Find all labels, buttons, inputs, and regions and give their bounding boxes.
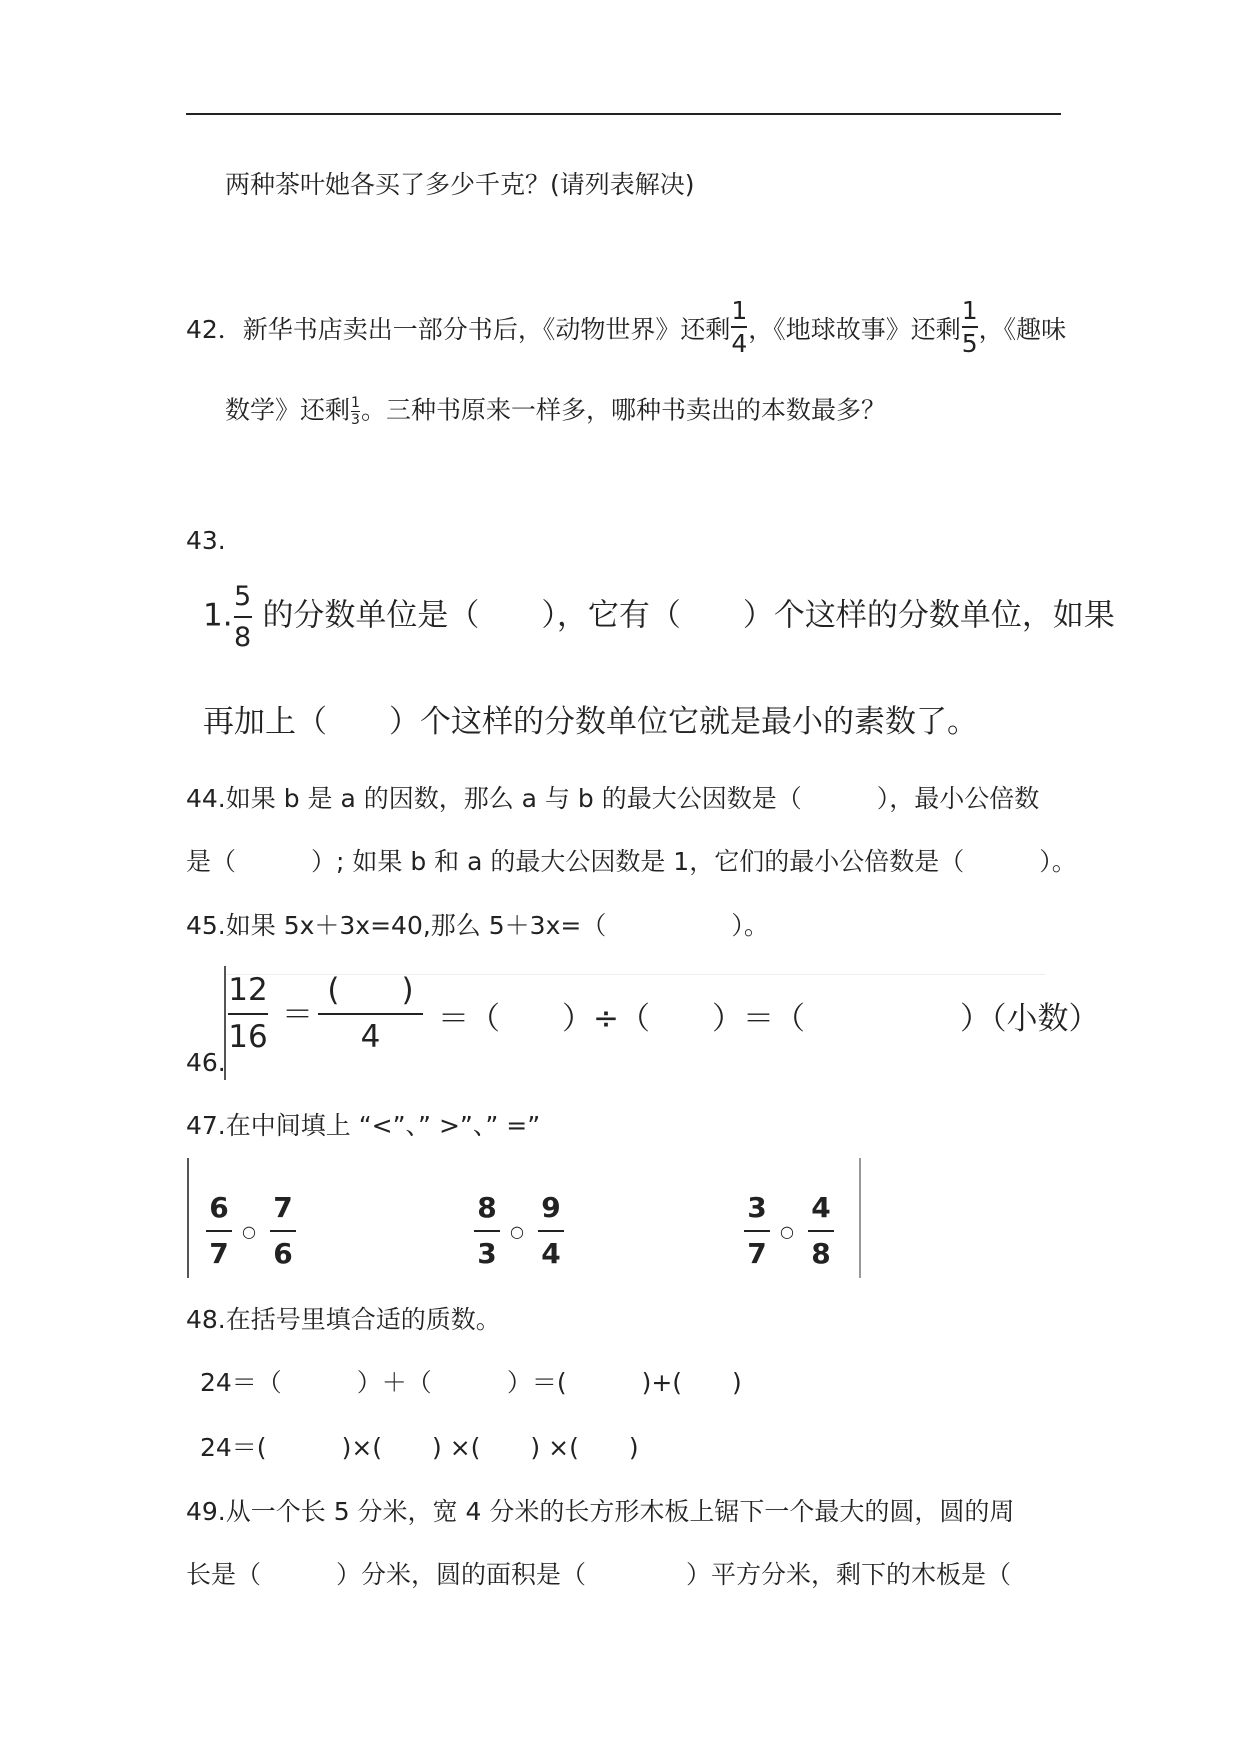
q44-line2: 是（ ）; 如果 b 和 a 的最大公因数是 1，它们的最小公倍数是（ ）。	[186, 847, 1077, 876]
header-rule	[186, 113, 1061, 115]
compare-circle[interactable]: ○	[510, 1222, 524, 1241]
q47-left-border	[187, 1158, 189, 1278]
q48-line1: 24＝（ ）＋（ ）＝( )+( )	[200, 1368, 742, 1397]
q43-line1	[203, 583, 1115, 651]
fraction: 4 8	[808, 1194, 834, 1268]
q46-equals: ＝	[282, 997, 313, 1033]
q46-fraction-1: 12 16	[228, 972, 268, 1055]
q42-text-a: 42．新华书店卖出一部分书后，《动物世界》还剩	[186, 315, 731, 344]
fraction: $\frac{1}{4}$	[731, 296, 748, 358]
q48-line2: 24＝( )×( ) ×( ) ×( )	[200, 1433, 639, 1462]
q42-text-b: ，《地球故事》还剩	[748, 315, 961, 344]
q49-line2: 长是（ ）分米，圆的面积是（ ）平方分米，剩下的木板是（	[186, 1560, 1012, 1589]
fraction: 3 7	[744, 1194, 770, 1268]
q45-line: 45.如果 5x＋3x=40,那么 5＋3x=（ ）。	[186, 911, 769, 940]
q43-lead: 1.	[203, 597, 233, 634]
compare-circle[interactable]: ○	[242, 1222, 256, 1241]
q43-number: 43.	[186, 526, 226, 555]
q47-title: 47.在中间填上 “<”、” >”、” =”	[186, 1111, 541, 1140]
q46-number: 46.	[186, 1048, 226, 1077]
compare-circle[interactable]: ○	[780, 1222, 794, 1241]
prev-question-line: 两种茶叶她各买了多少千克？(请列表解决)	[225, 170, 695, 199]
q42-text-c: ，《趣味	[978, 315, 1067, 344]
q46-fraction-2: ( ) 4	[318, 975, 423, 1053]
fraction: $\frac{1}{5}$	[961, 296, 978, 358]
fraction: 6 7	[206, 1194, 232, 1268]
q42-text-e: 。三种书原来一样多，哪种书卖出的本数最多？	[360, 395, 886, 425]
q44-line1: 44.如果 b 是 a 的因数，那么 a 与 b 的最大公因数是（ ），最小公倍数	[186, 784, 1040, 813]
q43-line2: 再加上（ ）个这样的分数单位它就是最小的素数了。	[203, 704, 978, 740]
fraction: $\frac{1}{3}$	[351, 395, 360, 428]
fraction: 8 3	[474, 1194, 500, 1268]
q42-text-d: 数学》还剩	[225, 395, 351, 425]
q42-line2	[225, 396, 886, 427]
q47-right-border	[859, 1158, 861, 1278]
q46-expression: ＝（ ）÷（ ）＝（ ）（小数）	[438, 1001, 1100, 1037]
q43-text-1: 的分数单位是（ ），它有（ ）个这样的分数单位，如果	[262, 597, 1115, 634]
fraction: $\frac{5}{8}$	[233, 581, 252, 653]
q42-line1	[186, 298, 1066, 356]
fraction: 9 4	[538, 1194, 564, 1268]
q49-line1: 49.从一个长 5 分米，宽 4 分米的长方形木板上锯下一个最大的圆，圆的周	[186, 1497, 1015, 1526]
fraction: 7 6	[270, 1194, 296, 1268]
q48-title: 48.在括号里填合适的质数。	[186, 1305, 501, 1334]
